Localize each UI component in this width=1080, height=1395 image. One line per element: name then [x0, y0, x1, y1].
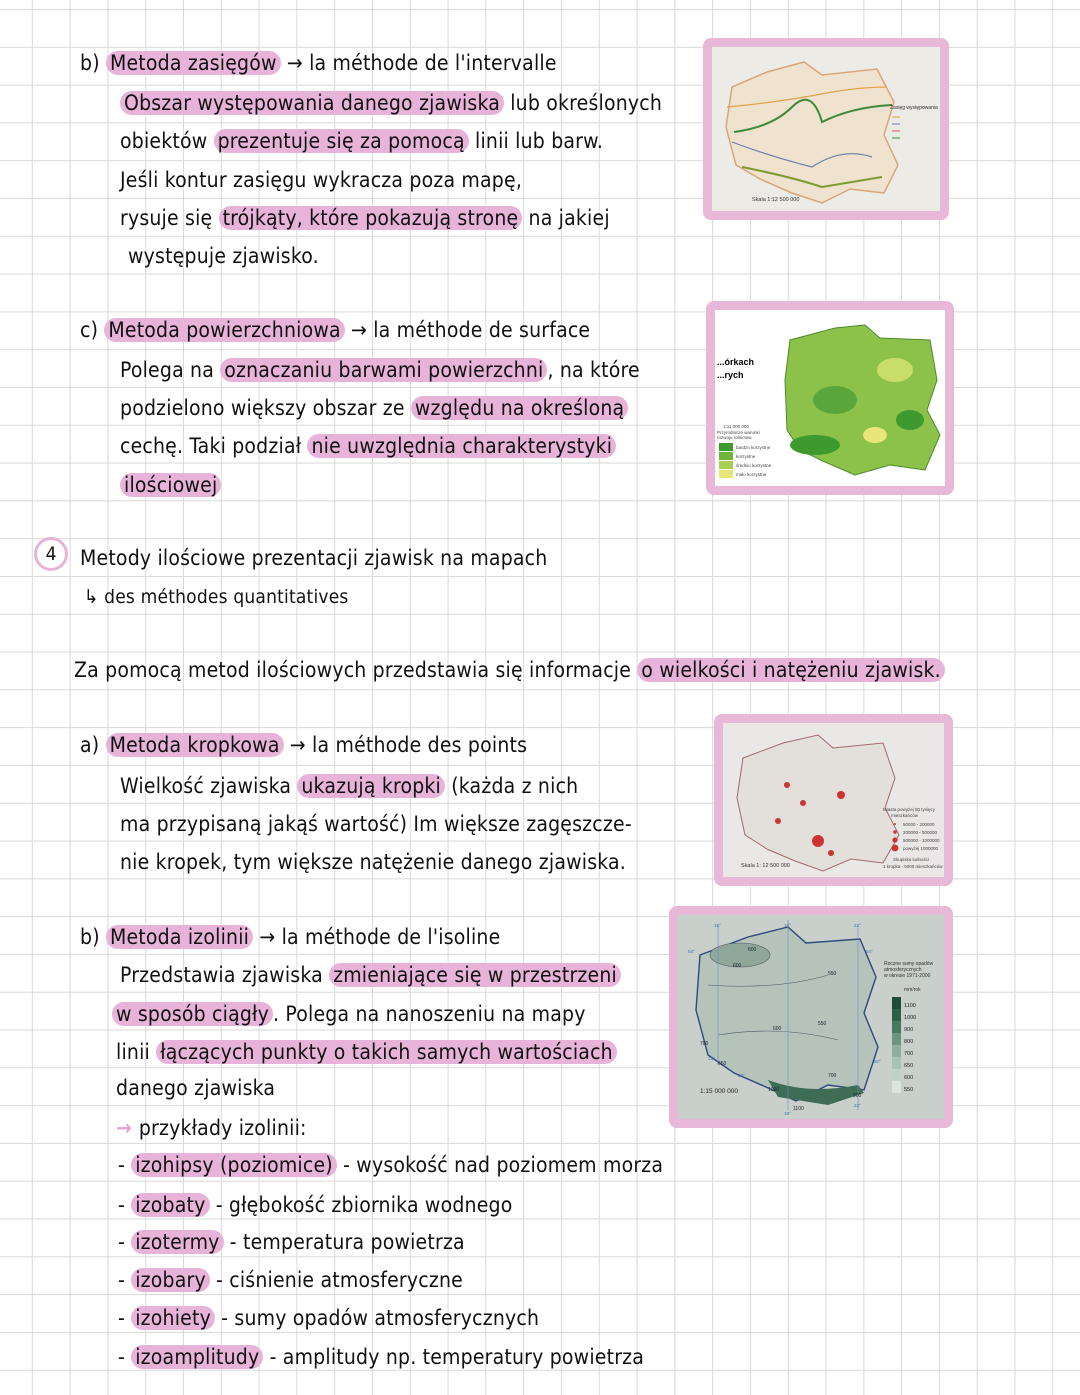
- svg-text:Skala 1:12 500 000: Skala 1:12 500 000: [752, 197, 800, 203]
- text: c): [80, 318, 105, 342]
- isoline-label: 550: [828, 971, 837, 977]
- highlighted-text: izobaty: [131, 1193, 209, 1217]
- text: - głębokość zbiornika wodnego: [209, 1193, 513, 1217]
- svg-text:1 kropka - 5000 mieszkańców: 1 kropka - 5000 mieszkańców: [883, 864, 943, 869]
- text-line: [120, 431, 616, 461]
- legend-swatch: [719, 452, 733, 460]
- isoline-label: 700: [700, 1041, 709, 1047]
- text: Polega na: [120, 358, 221, 382]
- svg-text:w okresie 1971-2000: w okresie 1971-2000: [884, 973, 931, 979]
- degree-label: 19°: [784, 1111, 791, 1116]
- text: nie kropek, tym większe natężenie danego zjawiska.: [120, 850, 627, 874]
- text: a): [80, 733, 106, 757]
- svg-text:mm/rok: mm/rok: [904, 987, 921, 993]
- isoline-label: 1000: [768, 1087, 780, 1093]
- svg-text:...rych: ...rych: [717, 370, 744, 380]
- legend-label: powyżej 1000000: [903, 846, 939, 851]
- legend-swatch: [719, 443, 733, 451]
- text-line: [118, 1150, 663, 1180]
- highlighted-text: Obszar występowania danego zjawiska: [120, 91, 504, 115]
- legend-label: mało korzystne: [736, 472, 767, 477]
- text: - sumy opadów atmosferycznych: [214, 1306, 540, 1330]
- highlighted-text: izobary: [131, 1268, 210, 1292]
- text: danego zjawiska: [116, 1076, 276, 1100]
- legend-label: 900: [904, 1027, 914, 1033]
- legend-symbol: [892, 837, 897, 842]
- highlighted-text: ilościowej: [120, 473, 221, 497]
- text: - amplitudy np. temperatury powietrza: [263, 1345, 645, 1369]
- legend-label: 500000 - 1000000: [903, 838, 940, 843]
- text: przykłady izolinii:: [138, 1116, 307, 1140]
- legend-label: 550: [904, 1087, 914, 1093]
- legend-symbol: [893, 830, 897, 834]
- svg-text:atmosferycznych: atmosferycznych: [884, 967, 922, 973]
- section-subtitle: ↳ des méthodes quantitatives: [84, 586, 349, 608]
- legend-swatch: [892, 1069, 901, 1081]
- text: obiektów: [120, 129, 214, 153]
- degree-label: 15°: [708, 1056, 715, 1061]
- text: Wielkość zjawiska: [120, 774, 298, 798]
- legend-swatch: [892, 1081, 901, 1093]
- legend-label: 1100: [904, 1003, 916, 1009]
- text: -: [118, 1268, 132, 1292]
- legend-label: 700: [904, 1051, 914, 1057]
- highlighted-text: izotermy: [131, 1230, 223, 1254]
- text-line: [120, 355, 640, 385]
- text: linii lub barw.: [468, 129, 604, 153]
- legend-label: 600: [904, 1075, 914, 1081]
- legend-swatch: [892, 1021, 901, 1033]
- legend-label: 800: [904, 1039, 914, 1045]
- text-line: [120, 470, 221, 500]
- highlighted-text: prezentuje się za pomocą: [214, 129, 469, 153]
- isoline-label: 600: [748, 947, 757, 953]
- text-line: [74, 655, 945, 685]
- highlighted-text: o wielkości i natężeniu zjawisk.: [637, 658, 945, 682]
- isoline-label: 650: [718, 1061, 727, 1067]
- isoline-label: 600: [733, 963, 742, 969]
- isoline-label: 1100: [793, 1106, 804, 1112]
- legend-swatch: [892, 997, 901, 1009]
- legend-symbol: [892, 845, 899, 852]
- svg-text:mieszkańców: mieszkańców: [891, 813, 919, 818]
- text: -: [118, 1193, 132, 1217]
- text-line: [116, 1037, 617, 1067]
- poland-outline: [737, 735, 899, 871]
- legend-label: średnio korzystne: [736, 463, 772, 468]
- degree-label: 54°: [866, 949, 873, 954]
- svg-text:1:15 000 000: 1:15 000 000: [700, 1088, 738, 1095]
- text-line: [120, 393, 628, 423]
- text: , na które: [547, 358, 640, 382]
- text: lub określonych: [504, 91, 663, 115]
- text-line: [120, 165, 522, 195]
- degree-label: 52°: [738, 1073, 745, 1078]
- text: - ciśnienie atmosferyczne: [209, 1268, 463, 1292]
- svg-text:Skupiska ludności: Skupiska ludności: [893, 857, 930, 862]
- highlighted-text: nie uwzględnia charakterystyki: [307, 434, 616, 458]
- text: cechę. Taki podział: [120, 434, 308, 458]
- poland-outline: [726, 62, 898, 203]
- svg-text:Zasięg występowania: Zasięg występowania: [890, 105, 938, 111]
- text-line: [116, 1113, 307, 1143]
- svg-text:Roczne sumy opadów: Roczne sumy opadów: [884, 961, 934, 967]
- text-line: [118, 1227, 465, 1257]
- isoline-label: 700: [828, 1073, 837, 1079]
- degree-label: 23°: [854, 923, 861, 928]
- text-line: [120, 771, 578, 801]
- text: Jeśli kontur zasięgu wykracza poza mapę,: [120, 168, 523, 192]
- isoline-label: 900: [853, 1093, 862, 1099]
- degree-label: 54°: [688, 949, 695, 954]
- text: - wysokość nad poziomem morza: [336, 1153, 664, 1177]
- highlighted-text: oznaczaniu barwami powierzchni: [220, 358, 547, 382]
- section-number-badge: 4: [34, 537, 68, 571]
- text: -: [118, 1230, 132, 1254]
- text-line: [80, 730, 527, 760]
- text: na jakiej: [522, 206, 610, 230]
- highlighted-text: Metoda izolinii: [106, 925, 253, 949]
- text-line: [80, 48, 557, 78]
- svg-text:Miasta powyżej 50 tysięcy: Miasta powyżej 50 tysięcy: [883, 807, 936, 812]
- surface-map-image: [706, 301, 954, 495]
- dot-map-image: [714, 714, 953, 886]
- legend-label: korzystne: [736, 454, 756, 459]
- isoline-map-image: [669, 906, 953, 1128]
- text: → la méthode de l'intervalle: [280, 51, 557, 75]
- highlighted-text: Metoda kropkowa: [106, 733, 284, 757]
- highlighted-text: łączących punkty o takich samych wartościach: [156, 1040, 617, 1064]
- svg-text:1:11 000 000: 1:11 000 000: [723, 424, 749, 429]
- highlighted-text: trójkąty, które pokazują stronę: [219, 206, 523, 230]
- text: Przedstawia zjawiska: [120, 963, 330, 987]
- text: - temperatura powietrza: [223, 1230, 465, 1254]
- text: -: [118, 1306, 132, 1330]
- text-line: [118, 1342, 644, 1372]
- isoline-label: 600: [773, 1026, 782, 1032]
- degree-label: 15°: [714, 923, 721, 928]
- degree-label: 23°: [854, 1103, 861, 1108]
- highlighted-text: zmieniające się w przestrzeni: [329, 963, 621, 987]
- text-line: [80, 315, 590, 345]
- text: → la méthode de surface: [344, 318, 591, 342]
- text: występuje zjawisko.: [128, 244, 319, 268]
- legend-label: 50000 - 200000: [903, 822, 935, 827]
- text: → la méthode de l'isoline: [253, 925, 501, 949]
- text-line: [120, 847, 626, 877]
- legend-swatch: [719, 461, 733, 469]
- text-line: [120, 203, 610, 233]
- degree-label: 50°: [874, 1059, 881, 1064]
- section-title: Metody ilościowe prezentacji zjawisk na mapach: [80, 546, 548, 570]
- legend-swatch: [892, 1057, 901, 1069]
- highlighted-text: Metoda powierzchniowa: [104, 318, 344, 342]
- highlighted-text: w sposób ciągły: [112, 1002, 273, 1026]
- text-line: [120, 88, 662, 118]
- arrow-icon: →: [116, 1116, 139, 1140]
- highlighted-text: izohiety: [131, 1306, 215, 1330]
- text: linii: [116, 1040, 157, 1064]
- legend-label: 1000: [904, 1015, 917, 1021]
- text-line: [120, 809, 632, 839]
- legend-swatch: [892, 1009, 901, 1021]
- svg-text:Przyrodnicze warunki: Przyrodnicze warunki: [717, 430, 760, 435]
- range-map-image: [703, 38, 949, 220]
- text-line: [112, 999, 586, 1029]
- text: podzielono większy obszar ze: [120, 396, 411, 420]
- legend-swatch: [719, 470, 733, 478]
- text-line: [128, 241, 319, 271]
- text-line: [120, 960, 621, 990]
- text-line: [120, 126, 603, 156]
- legend-label: 200000 - 500000: [903, 830, 938, 835]
- legend-symbol: [894, 823, 896, 825]
- highlighted-text: izohipsy (poziomice): [131, 1153, 337, 1177]
- svg-text:rozwoju rolnictwa: rozwoju rolnictwa: [717, 435, 752, 440]
- text-line: [80, 922, 500, 952]
- legend-swatch: [892, 1045, 901, 1057]
- legend-label: bardzo korzystne: [736, 445, 771, 450]
- text: b): [80, 51, 106, 75]
- text: -: [118, 1153, 132, 1177]
- text: Za pomocą metod ilościowych przedstawia się informacje: [74, 658, 638, 682]
- legend-label: 650: [904, 1063, 914, 1069]
- text: rysuje się: [120, 206, 219, 230]
- highlighted-text: Metoda zasięgów: [106, 51, 281, 75]
- text: b): [80, 925, 106, 949]
- text-line: [118, 1303, 539, 1333]
- svg-text:Skala 1: 12 500 000: Skala 1: 12 500 000: [741, 863, 790, 869]
- text: (każda z nich: [445, 774, 579, 798]
- isoline-label: 550: [818, 1021, 827, 1027]
- degree-label: 19°: [784, 923, 791, 928]
- text-line: [116, 1073, 275, 1103]
- svg-text:...órkach: ...órkach: [717, 357, 755, 367]
- text: → la méthode des points: [283, 733, 528, 757]
- text: ma przypisaną jakąś wartość) Im większe zagęszcze-: [120, 812, 632, 836]
- text-line: [118, 1190, 512, 1220]
- text-line: [118, 1265, 463, 1295]
- highlighted-text: ukazują kropki: [297, 774, 445, 798]
- text: -: [118, 1345, 132, 1369]
- highlighted-text: izoamplitudy: [131, 1345, 263, 1369]
- text: . Polega na nanoszeniu na mapy: [273, 1002, 586, 1026]
- highlighted-text: względu na określoną: [411, 396, 628, 420]
- legend-swatch: [892, 1033, 901, 1045]
